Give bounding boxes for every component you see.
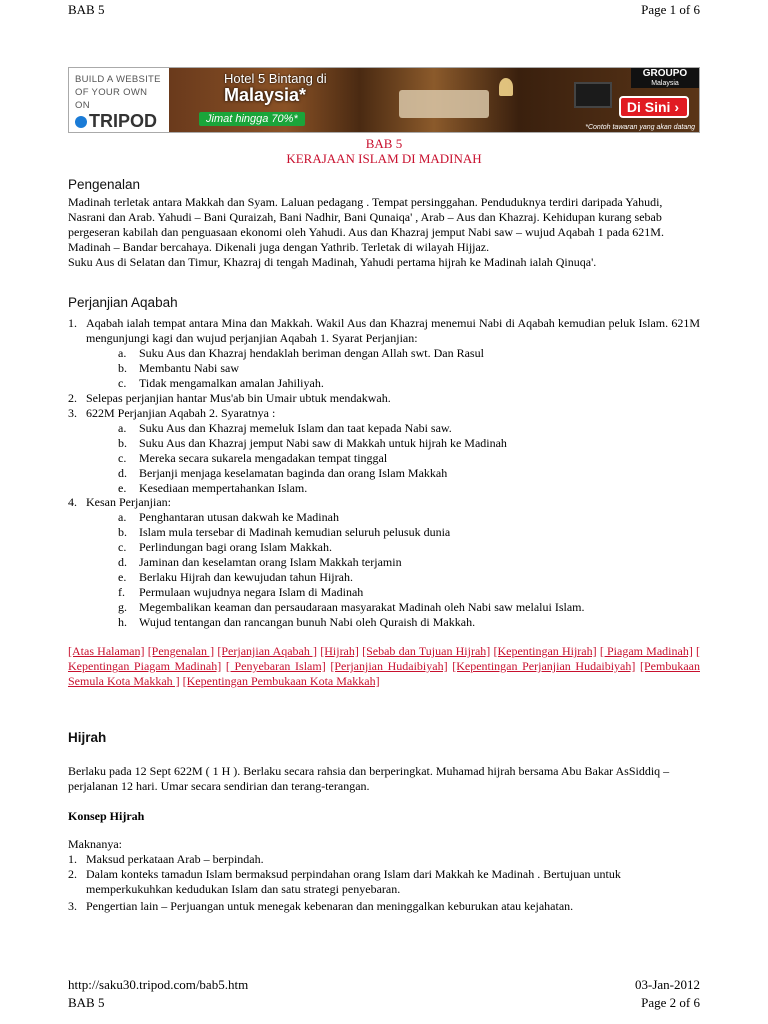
nav-link[interactable]: [Atas Halaman] — [68, 644, 145, 658]
sub-list-item — [118, 451, 387, 466]
di-sini-button[interactable]: Di Sini › — [619, 96, 689, 118]
sub-list-marker: c. — [118, 451, 127, 465]
sub-list-item — [118, 376, 324, 391]
nav-link[interactable]: [Pembukaan Semula Kota Makkah ] — [68, 659, 700, 688]
sub-list-item — [118, 361, 239, 376]
sub-list-marker: b. — [118, 436, 127, 450]
pengenalan-paragraph-3: Suku Aus di Selatan dan Timur, Khazraj di tengah Madinah, Yahudi pertama hijrah ke Madinah ialah Qinuqa'. — [68, 255, 597, 269]
sub-list-item — [118, 540, 332, 555]
sub-list-text: Wujud tentangan dan rancangan bunuh Nabi oleh Quraish di Makkah. — [139, 615, 476, 629]
nav-link[interactable]: [ Piagam Madinah] — [599, 644, 693, 658]
sub-list-text: Mereka secara sukarela mengadakan tempat tinggal — [139, 451, 388, 465]
document-title — [0, 136, 768, 166]
sub-list-marker: b. — [118, 525, 127, 539]
next-header-title: BAB 5 — [68, 995, 105, 1010]
chapter-label: BAB 5 — [365, 136, 403, 151]
sub-list-item — [118, 436, 507, 451]
sub-list-text: Tidak mengamalkan amalan Jahiliyah. — [139, 376, 324, 390]
tripod-ad[interactable] — [69, 68, 169, 132]
page-number: Page 1 of 6 — [641, 2, 700, 17]
sub-list-marker: h. — [118, 615, 127, 629]
sub-list-marker: d. — [118, 555, 127, 569]
navigation-links — [68, 644, 700, 689]
footer-url: http://saku30.tripod.com/bab5.htm — [68, 977, 249, 992]
sub-list-text: Jaminan dan keselamtan orang Islam Makkah terjamin — [139, 555, 402, 569]
sub-list-item — [118, 555, 402, 570]
sub-list-text: Berjanji menjaga keselamatan baginda dan orang Islam Makkah — [139, 466, 448, 480]
hotel-ad-line1: Hotel 5 Bintang di — [224, 71, 327, 86]
nav-link[interactable]: [Hijrah] — [320, 644, 359, 658]
sub-list-marker: f. — [118, 585, 125, 599]
chapter-title: KERAJAAN ISLAM DI MADINAH — [286, 151, 482, 166]
sub-list-marker: e. — [118, 481, 127, 495]
arrow-right-icon: › — [674, 99, 679, 115]
pengenalan-paragraph-2: Madinah – Bandar bercahaya. Dikenali juga dengan Yathrib. Terletak di wilayah Hijjaz. — [68, 240, 490, 254]
sub-list-marker: e. — [118, 570, 127, 584]
lamp-image — [499, 78, 513, 96]
sub-list-text: Islam mula tersebar di Madinah kemudian seluruh pelusuk dunia — [139, 525, 451, 539]
sub-list-item — [118, 570, 353, 585]
ad-disclaimer: *Contoh tawaran yang akan datang — [585, 124, 695, 131]
heading-perjanjian-aqabah: Perjanjian Aqabah — [68, 295, 178, 310]
hijrah-paragraph: Berlaku pada 12 Sept 622M ( 1 H ). Berlaku secara rahsia dan berperingkat. Muhamad hijrah bersama Abu Bakar AsSiddiq – perjalanan 12 hari. Umar secara sendirian dan terang-terangan. — [68, 764, 670, 793]
hotel-ad-line2: Malaysia* — [224, 85, 307, 105]
header-title: BAB 5 — [68, 2, 105, 17]
sub-list-marker: c. — [118, 376, 127, 390]
sub-list-text: Suku Aus dan Khazraj memeluk Islam dan taat kepada Nabi saw. — [139, 421, 452, 435]
nav-link[interactable]: [Kepentingan Perjanjian Hudaibiyah] — [452, 659, 636, 673]
sub-list-item — [118, 510, 339, 525]
sub-list-marker: g. — [118, 600, 127, 614]
heading-konsep-hijrah: Konsep Hijrah — [68, 809, 145, 823]
next-page-number: Page 2 of 6 — [641, 995, 700, 1010]
pengenalan-paragraph-1: Madinah terletak antara Makkah dan Syam. Laluan pedagang . Tempat persinggahan. Penduduknya terdiri daripada Yahudi, Nasrani dan Arab. Yahudi – Bani Quraizah, Bani Nadhir, Bani Qunaiqa' , Arab – Aus dan Khazraj. Kehidupan kurang sebab pergeseran kabilah dan penguasaan ekonomi oleh Yahudi. Aus dan Khazraj jemput Nabi saw – wujud Aqabah 1 pada 621M. — [68, 195, 664, 239]
tv-image — [574, 82, 612, 108]
discount-badge: Jimat hingga 70%* — [199, 112, 305, 126]
pengenalan-text — [68, 195, 700, 270]
nav-link[interactable]: [ Kepentingan Piagam Madinah] — [68, 644, 701, 673]
hijrah-text — [68, 764, 700, 794]
list-item: 3. Pengertian lain – Perjuangan untuk menegak kebenaran dan meninggalkan keburukan atau kejahatan. — [68, 899, 574, 913]
heading-pengenalan: Pengenalan — [68, 177, 141, 192]
list-item: 1. Aqabah ialah tempat antara Mina dan Makkah. Wakil Aus dan Khazraj menemui Nabi di Aqabah kemudian peluk Islam. 621M mengunjungi kagi dan wujud perjanjian Aqabah 1. Syarat Perjanjian: — [68, 316, 700, 345]
sub-list-text: Berlaku Hijrah dan kewujudan tahun Hijrah. — [139, 570, 353, 584]
list-item: 4. Kesan Perjanjian: — [68, 495, 171, 509]
sub-list-text: Suku Aus dan Khazraj hendaklah beriman dengan Allah swt. Dan Rasul — [139, 346, 484, 360]
nav-link[interactable]: [Perjanjian Hudaibiyah] — [330, 659, 448, 673]
sub-list-text: Penghantaran utusan dakwah ke Madinah — [139, 510, 339, 524]
nav-link[interactable]: [ Penyebaran Islam] — [225, 659, 326, 673]
list-item: 3. 622M Perjanjian Aqabah 2. Syaratnya : — [68, 406, 276, 420]
footer-date: 03-Jan-2012 — [635, 977, 700, 992]
sub-list-marker: b. — [118, 361, 127, 375]
tripod-logo: TRIPOD — [75, 115, 163, 128]
sub-list-text: Megembalikan keaman dan persaudaraan masyarakat Madinah oleh Nabi saw melalui Islam. — [139, 600, 585, 614]
sub-list-item — [118, 585, 363, 600]
sub-list-item — [118, 421, 452, 436]
nav-link[interactable]: [Sebab dan Tujuan Hijrah] — [362, 644, 491, 658]
sub-list-item — [118, 466, 447, 481]
nav-link[interactable]: [Kepentingan Pembukaan Kota Makkah] — [182, 674, 380, 688]
hotel-ad[interactable] — [169, 68, 699, 132]
maknanya-label: Maknanya: — [68, 837, 122, 851]
nav-link[interactable]: [Perjanjian Aqabah ] — [217, 644, 318, 658]
sub-list-item — [118, 346, 484, 361]
list-item: 2. Selepas perjanjian hantar Mus'ab bin Umair ubtuk mendakwah. — [68, 391, 391, 405]
sub-list-item — [118, 525, 450, 540]
tripod-logo-icon — [75, 116, 87, 128]
sub-list-marker: a. — [118, 510, 127, 524]
sub-list-marker: a. — [118, 421, 127, 435]
nav-link[interactable]: [Pengenalan ] — [147, 644, 215, 658]
ad-banner[interactable] — [68, 67, 700, 133]
sub-list-text: Suku Aus dan Khazraj jemput Nabi saw di Makkah untuk hijrah ke Madinah — [139, 436, 507, 450]
sub-list-text: Permulaan wujudnya negara Islam di Madinah — [139, 585, 364, 599]
sub-list-item — [118, 481, 307, 496]
bed-image — [399, 90, 489, 118]
heading-hijrah: Hijrah — [68, 730, 107, 745]
sub-list-text: Perlindungan bagi orang Islam Makkah. — [139, 540, 332, 554]
list-item: 2. Dalam konteks tamadun Islam bermaksud perpindahan orang Islam dari Makkah ke Madinah . Bertujuan untuk memperkukuhkan kedudukan Islam dan satu strategi penyebaran. — [68, 867, 621, 896]
sub-list-text: Membantu Nabi saw — [139, 361, 239, 375]
sub-list-marker: c. — [118, 540, 127, 554]
groupon-logo: GROUPO Malaysia — [631, 68, 699, 88]
sub-list-item — [118, 615, 475, 630]
sub-list-text: Kesediaan mempertahankan Islam. — [139, 481, 308, 495]
tripod-ad-text: BUILD A WEBSITE OF YOUR OWN ON — [75, 74, 161, 111]
sub-list-marker: d. — [118, 466, 127, 480]
nav-link[interactable]: [Kepentingan Hijrah] — [493, 644, 597, 658]
sub-list-item — [118, 600, 585, 615]
sub-list-marker: a. — [118, 346, 127, 360]
list-item: 1. Maksud perkataan Arab – berpindah. — [68, 852, 264, 866]
